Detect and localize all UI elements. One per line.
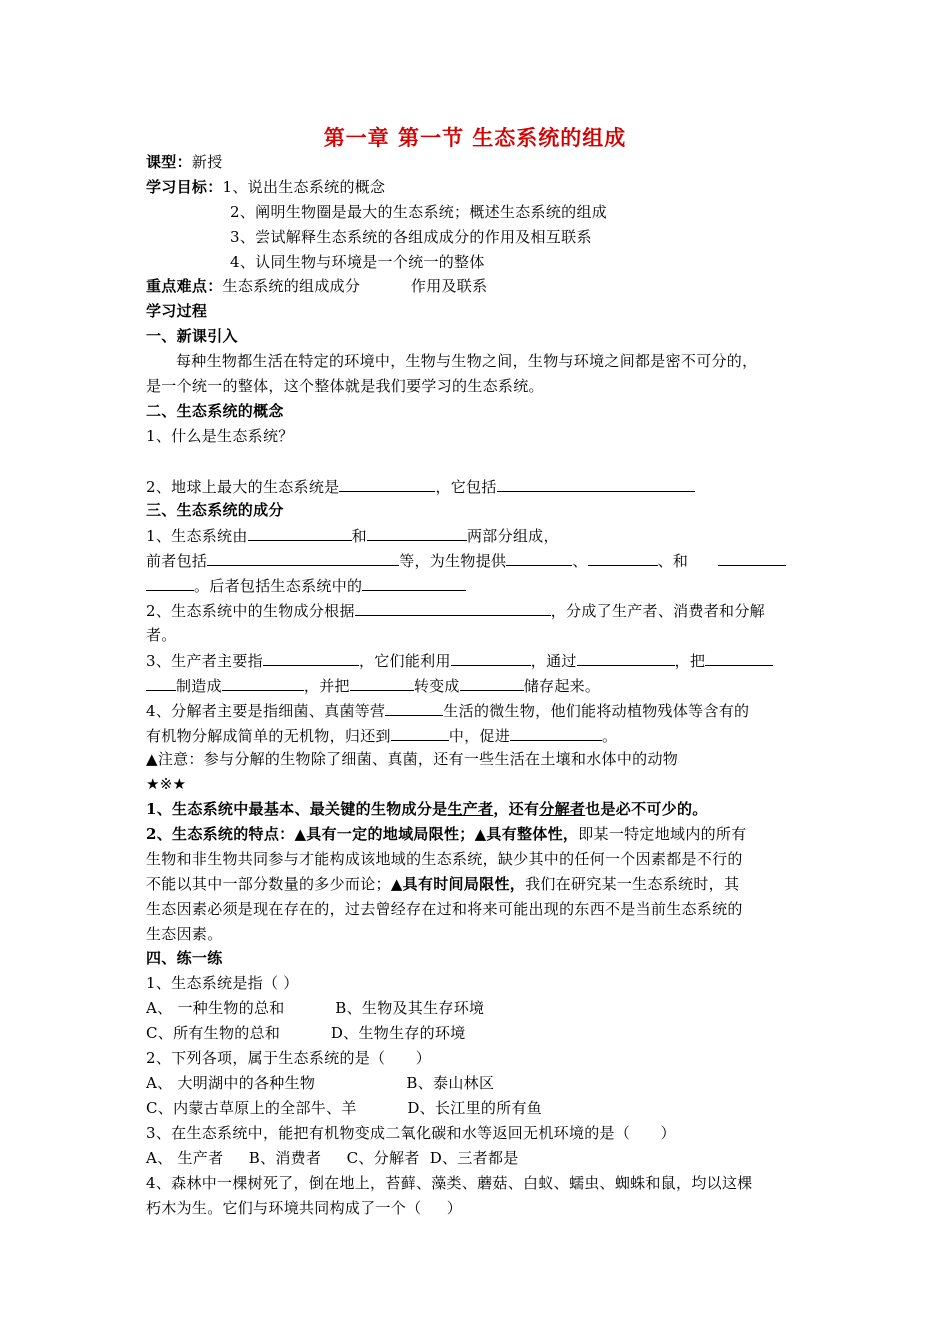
blank[interactable] [510,725,602,741]
key-summary-1: 1、生态系统中最基本、最关键的生物成分是生产者，还有分解者也是必不可少的。 [146,800,708,818]
blank[interactable] [207,550,399,566]
exercise-2-options-ab: A、 大明湖中的各种生物 B、泰山林区 [146,1074,495,1092]
sec3-line-4: 2、生态系统中的生物成分根据 ，分成了生产者、消费者和分解 [146,602,765,620]
blank[interactable] [705,650,773,666]
objective-3: 3、尝试解释生态系统的各组成成分的作用及相互联系 [230,228,592,246]
blank[interactable] [248,525,352,541]
lesson-type: 课型：新授 [146,153,223,171]
blank[interactable] [391,725,449,741]
exercise-2: 2、下列各项，属于生态系统的是（ ） [146,1049,432,1067]
sec3-line-3: 。后者包括生态系统中的 [146,575,466,596]
sec3-line-9: 有机物分解成简单的无机物，归还到 中，促进 。 [146,727,618,745]
sec3-line-6: 3、生产者主要指 ，它们能利用 ，通过 ，把 [146,650,773,671]
stars-divider: ★※★ [146,775,187,793]
key-summary-2-line-4: 生态因素必须是现在存在的，过去曾经存在过和将来可能出现的东西不是当前生态系统的 [146,900,743,918]
blank[interactable] [263,650,359,666]
blank[interactable] [367,525,467,541]
exercise-2-options-cd: C、内蒙古草原上的全部牛、羊 D、长江里的所有鱼 [146,1099,543,1117]
blank[interactable] [146,575,194,591]
exercise-4-line-2: 朽木为生。它们与环境共同构成了一个（ ） [146,1199,463,1217]
sec3-line-1: 1、生态系统由 和 两部分组成， [146,527,559,545]
key-summary-2-line-3: 不能以其中一部分数量的多少而论；▲具有时间局限性，我们在研究某一生态系统时，其 [146,875,740,893]
blank[interactable] [222,675,304,691]
exercise-1: 1、生态系统是指（ ） [146,974,299,992]
key-points: 重点难点：生态系统的组成成分 作用及联系 [146,277,488,295]
sec3-note: ▲注意：参与分解的生物除了细菌、真菌，还有一些生活在土壤和水体中的动物 [146,750,679,768]
key-summary-2: 2、生态系统的特点：▲具有一定的地域局限性；▲具有整体性，即某一特定地域内的所有 [146,825,747,843]
blank[interactable] [497,476,695,492]
blank[interactable] [362,575,466,591]
exercise-4: 4、森林中一棵树死了，倒在地上，苔藓、藻类、蘑菇、白蚁、蠕虫、蜘蛛和鼠，均以这棵 [146,1174,753,1192]
section-3-heading: 三、生态系统的成分 [146,501,284,519]
blank[interactable] [460,675,524,691]
exercise-3: 3、在生态系统中，能把有机物变成二氧化碳和水等返回无机环境的是（ ） [146,1124,676,1142]
key-summary-2-line-5: 生态因素。 [146,925,223,943]
exercise-1-options-ab: A、 一种生物的总和 B、生物及其生存环境 [146,999,485,1017]
blank[interactable] [355,600,551,616]
sec3-line-5: 者。 [146,626,177,644]
exercise-1-options-cd: C、所有生物的总和 D、生物生存的环境 [146,1024,466,1042]
sec3-line-8: 4、分解者主要是指细菌、真菌等营 生活的微生物，他们能将动植物残体等含有的 [146,702,750,720]
sec3-line-2: 前者包括 等，为生物提供 、 、和 [146,550,786,571]
intro-paragraph-1: 每种生物都生活在特定的环境中，生物与生物之间，生物与环境之间都是密不可分的， [176,352,758,370]
section-4-heading: 四、练一练 [146,949,223,967]
sec3-line-7: 制造成 ，并把 转变成 储存起来。 [146,675,600,696]
blank[interactable] [385,700,443,716]
key-summary-2-line-2: 生物和非生物共同参与才能构成该地域的生态系统，缺少其中的任何一个因素都是不行的 [146,850,743,868]
question-2-1: 1、什么是生态系统？ [146,427,294,445]
blank[interactable] [577,650,675,666]
process-heading: 学习过程 [146,302,208,320]
intro-paragraph-2: 是一个统一的整体，这个整体就是我们要学习的生态系统。 [146,377,544,395]
page-title: 第一章 第一节 生态系统的组成 [323,125,627,150]
blank[interactable] [350,675,414,691]
exercise-3-options: A、 生产者 B、消费者 C、分解者 D、三者都是 [146,1149,519,1167]
objective-2: 2、阐明生物圈是最大的生态系统；概述生态系统的组成 [230,203,608,221]
question-2-2: 2、地球上最大的生态系统是 ，它包括 [146,476,695,497]
blank[interactable] [506,550,572,566]
objectives: 学习目标：1、说出生态系统的概念 [146,178,386,196]
blank[interactable] [451,650,531,666]
blank[interactable] [339,476,435,492]
section-2-heading: 二、生态系统的概念 [146,402,284,420]
blank[interactable] [146,675,176,691]
objective-4: 4、认同生物与环境是一个统一的整体 [230,253,485,271]
blank[interactable] [718,550,786,566]
blank[interactable] [588,550,658,566]
section-1-heading: 一、新课引入 [146,327,238,345]
